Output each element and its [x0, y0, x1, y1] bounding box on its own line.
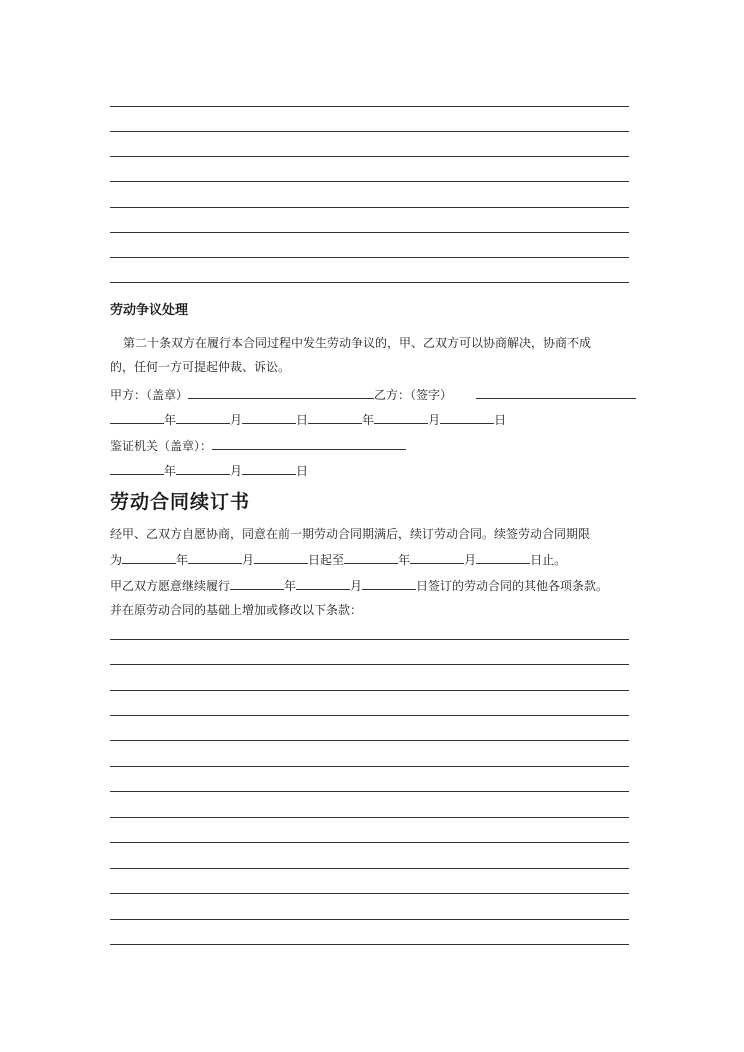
writing-line: [110, 232, 629, 233]
party-a-label: 甲方：（盖章）: [110, 388, 189, 402]
month-label: 月: [242, 553, 255, 567]
renewal-para2: [110, 577, 608, 594]
party-a-month-blank: [176, 411, 230, 424]
month-label: 月: [464, 553, 477, 567]
month-label: 月: [230, 464, 243, 478]
writing-line: [110, 944, 629, 945]
writing-line: [110, 131, 629, 132]
day-label: 日: [296, 413, 309, 427]
dispute-heading: 劳动争议处理: [110, 303, 189, 318]
notary-year-blank: [110, 462, 164, 475]
day-label: 日: [296, 464, 309, 478]
writing-line: [110, 181, 629, 182]
original-day-blank: [362, 577, 416, 590]
writing-line: [110, 257, 629, 258]
from-suffix: 日起至: [308, 553, 345, 567]
year-label: 年: [284, 579, 297, 593]
renewal-heading: 劳动合同续订书: [110, 491, 251, 513]
party-b-signature-blank: [476, 386, 636, 399]
writing-line: [110, 766, 629, 767]
notary-date-line: [110, 462, 308, 479]
writing-line: [110, 690, 629, 691]
writing-line: [110, 106, 629, 107]
term-start-year-blank: [122, 551, 176, 564]
writing-line: [110, 282, 629, 283]
signature-line: [110, 386, 452, 403]
renewal-para3: 并在原劳动合同的基础上增加或修改以下条款：: [110, 603, 363, 617]
article-20-line2: 的，任何一方可提起仲裁、诉讼。: [110, 360, 291, 374]
writing-line: [110, 919, 629, 920]
day-label: 日: [494, 413, 507, 427]
writing-line: [110, 715, 629, 716]
renewal-term-line: [110, 551, 566, 568]
signature-date-line: [110, 411, 506, 428]
party-b-label: 乙方：（签字）: [374, 388, 453, 402]
writing-line: [110, 207, 629, 208]
writing-line: [110, 639, 629, 640]
renewal-para1-line1: 经甲、乙双方自愿协商，同意在前一期劳动合同期满后，续订劳动合同。续签劳动合同期限: [110, 527, 591, 541]
para2-suffix: 日签订的劳动合同的其他各项条款。: [416, 579, 609, 593]
party-b-year-blank: [308, 411, 362, 424]
writing-line: [110, 740, 629, 741]
year-label: 年: [398, 553, 411, 567]
writing-line: [110, 156, 629, 157]
party-b-day-blank: [440, 411, 494, 424]
writing-line: [110, 842, 629, 843]
notary-month-blank: [176, 462, 230, 475]
month-label: 月: [230, 413, 243, 427]
year-label: 年: [164, 413, 177, 427]
original-year-blank: [230, 577, 284, 590]
writing-line: [110, 664, 629, 665]
term-start-month-blank: [188, 551, 242, 564]
term-prefix: 为: [110, 553, 123, 567]
year-label: 年: [164, 464, 177, 478]
party-b-month-blank: [374, 411, 428, 424]
writing-line: [110, 791, 629, 792]
term-end-year-blank: [344, 551, 398, 564]
notary-line: [110, 437, 406, 454]
para2-prefix: 甲乙双方愿意继续履行: [110, 579, 231, 593]
to-suffix: 日止。: [530, 553, 567, 567]
party-a-year-blank: [110, 411, 164, 424]
article-20-line1: 第二十条双方在履行本合同过程中发生劳动争议的，甲、乙双方可以协商解决，协商不成: [123, 336, 592, 350]
writing-line: [110, 893, 629, 894]
term-end-month-blank: [410, 551, 464, 564]
notary-label: 鉴证机关（盖章）：: [110, 439, 213, 453]
month-label: 月: [428, 413, 441, 427]
year-label: 年: [176, 553, 189, 567]
year-label: 年: [362, 413, 375, 427]
notary-seal-blank: [212, 437, 406, 450]
term-end-day-blank: [476, 551, 530, 564]
party-b-signature-blank-row: [476, 386, 636, 403]
original-month-blank: [296, 577, 350, 590]
party-a-seal-blank: [188, 386, 374, 399]
writing-line: [110, 868, 629, 869]
party-a-day-blank: [242, 411, 296, 424]
writing-line: [110, 817, 629, 818]
notary-day-blank: [242, 462, 296, 475]
term-start-day-blank: [254, 551, 308, 564]
month-label: 月: [350, 579, 363, 593]
